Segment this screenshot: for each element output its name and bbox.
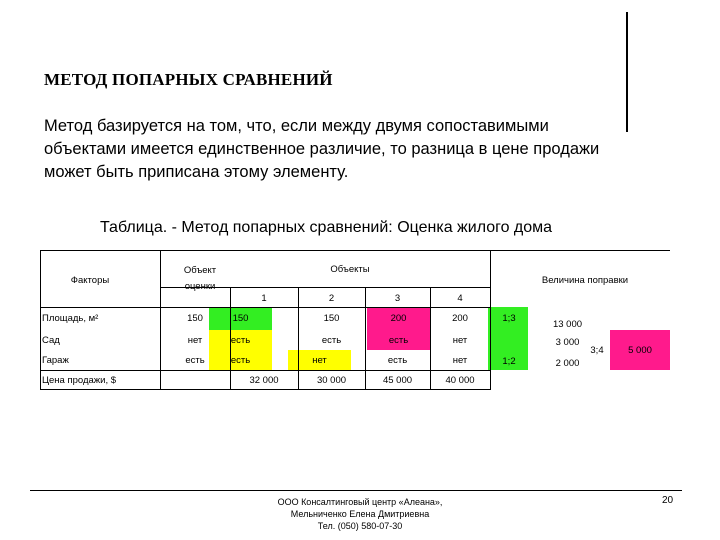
row-price-obj1: 32 000	[249, 374, 279, 386]
footer-phone: Тел. (050) 580-07-30	[317, 521, 403, 531]
header-objects: Объекты	[330, 263, 370, 275]
header-obj-3: 3	[394, 293, 401, 304]
description-paragraph: Метод базируется на том, что, если между двумя сопоставимыми объектами имеется единственное различие, то разница в цене продажи может быть приписана этому элементу.	[44, 117, 600, 181]
header-subject-line2: оценки	[184, 280, 216, 292]
row-garage-obj4: нет	[452, 354, 468, 366]
table-caption: Таблица. - Метод попарных сравнений: Оценка жилого дома	[100, 219, 553, 236]
pair-1-2: 1;2	[502, 355, 516, 367]
row-price-label: Цена продажи, $	[42, 374, 117, 386]
header-factors: Факторы	[70, 274, 110, 286]
header-subject-line1: Объект	[183, 264, 217, 276]
page-number: 20	[662, 495, 674, 506]
adj-garden-value: 3 000	[555, 336, 580, 348]
page-title: МЕТОД ПОПАРНЫХ СРАВНЕНИЙ	[44, 70, 333, 89]
cell-garage-obj1: есть	[209, 350, 272, 370]
comparison-table	[40, 250, 670, 390]
adj-garage-value: 2 000	[555, 357, 580, 369]
row-area-label: Площадь, м²	[42, 312, 99, 324]
footer-contact	[230, 496, 490, 532]
row-area-obj4: 200	[452, 312, 468, 324]
row-area-obj2: 150	[323, 312, 340, 324]
cell-garage-obj2: нет	[288, 350, 351, 370]
pair-1-3: 1;3	[502, 312, 516, 324]
row-price-obj2: 30 000	[316, 374, 347, 386]
footer-company: ООО Консалтинговый центр «Алеана»,	[277, 497, 443, 507]
row-price-obj3: 45 000	[382, 374, 413, 386]
adj-3-4-value: 5 000	[628, 344, 652, 356]
cell-garden-obj3: есть	[367, 330, 430, 350]
pair-3-4: 3;4	[590, 344, 604, 356]
footer-person: Мельниченко Елена Дмитриевна	[290, 509, 430, 519]
header-obj-2: 2	[328, 293, 335, 304]
cell-garden-obj1: есть	[209, 330, 272, 350]
row-garden-obj4: нет	[452, 334, 468, 346]
footer-divider	[30, 490, 682, 491]
cell-area-obj3: 200	[367, 307, 430, 330]
row-garden-label: Сад	[42, 334, 60, 346]
header-adjustment: Величина поправки	[541, 274, 629, 286]
row-garage-label: Гараж	[42, 354, 69, 366]
header-obj-4: 4	[457, 293, 463, 304]
adj-area-value: 13 000	[552, 318, 583, 330]
header-obj-1: 1	[261, 293, 267, 304]
cell-area-obj1: 150	[209, 307, 272, 330]
row-garden-subject: нет	[187, 334, 203, 346]
row-garden-obj2: есть	[321, 334, 342, 346]
row-garage-obj3: есть	[387, 354, 408, 366]
vertical-divider	[626, 12, 628, 132]
row-area-subject: 150	[187, 312, 203, 324]
row-garage-subject: есть	[185, 354, 205, 366]
row-price-obj4: 40 000	[445, 374, 475, 386]
